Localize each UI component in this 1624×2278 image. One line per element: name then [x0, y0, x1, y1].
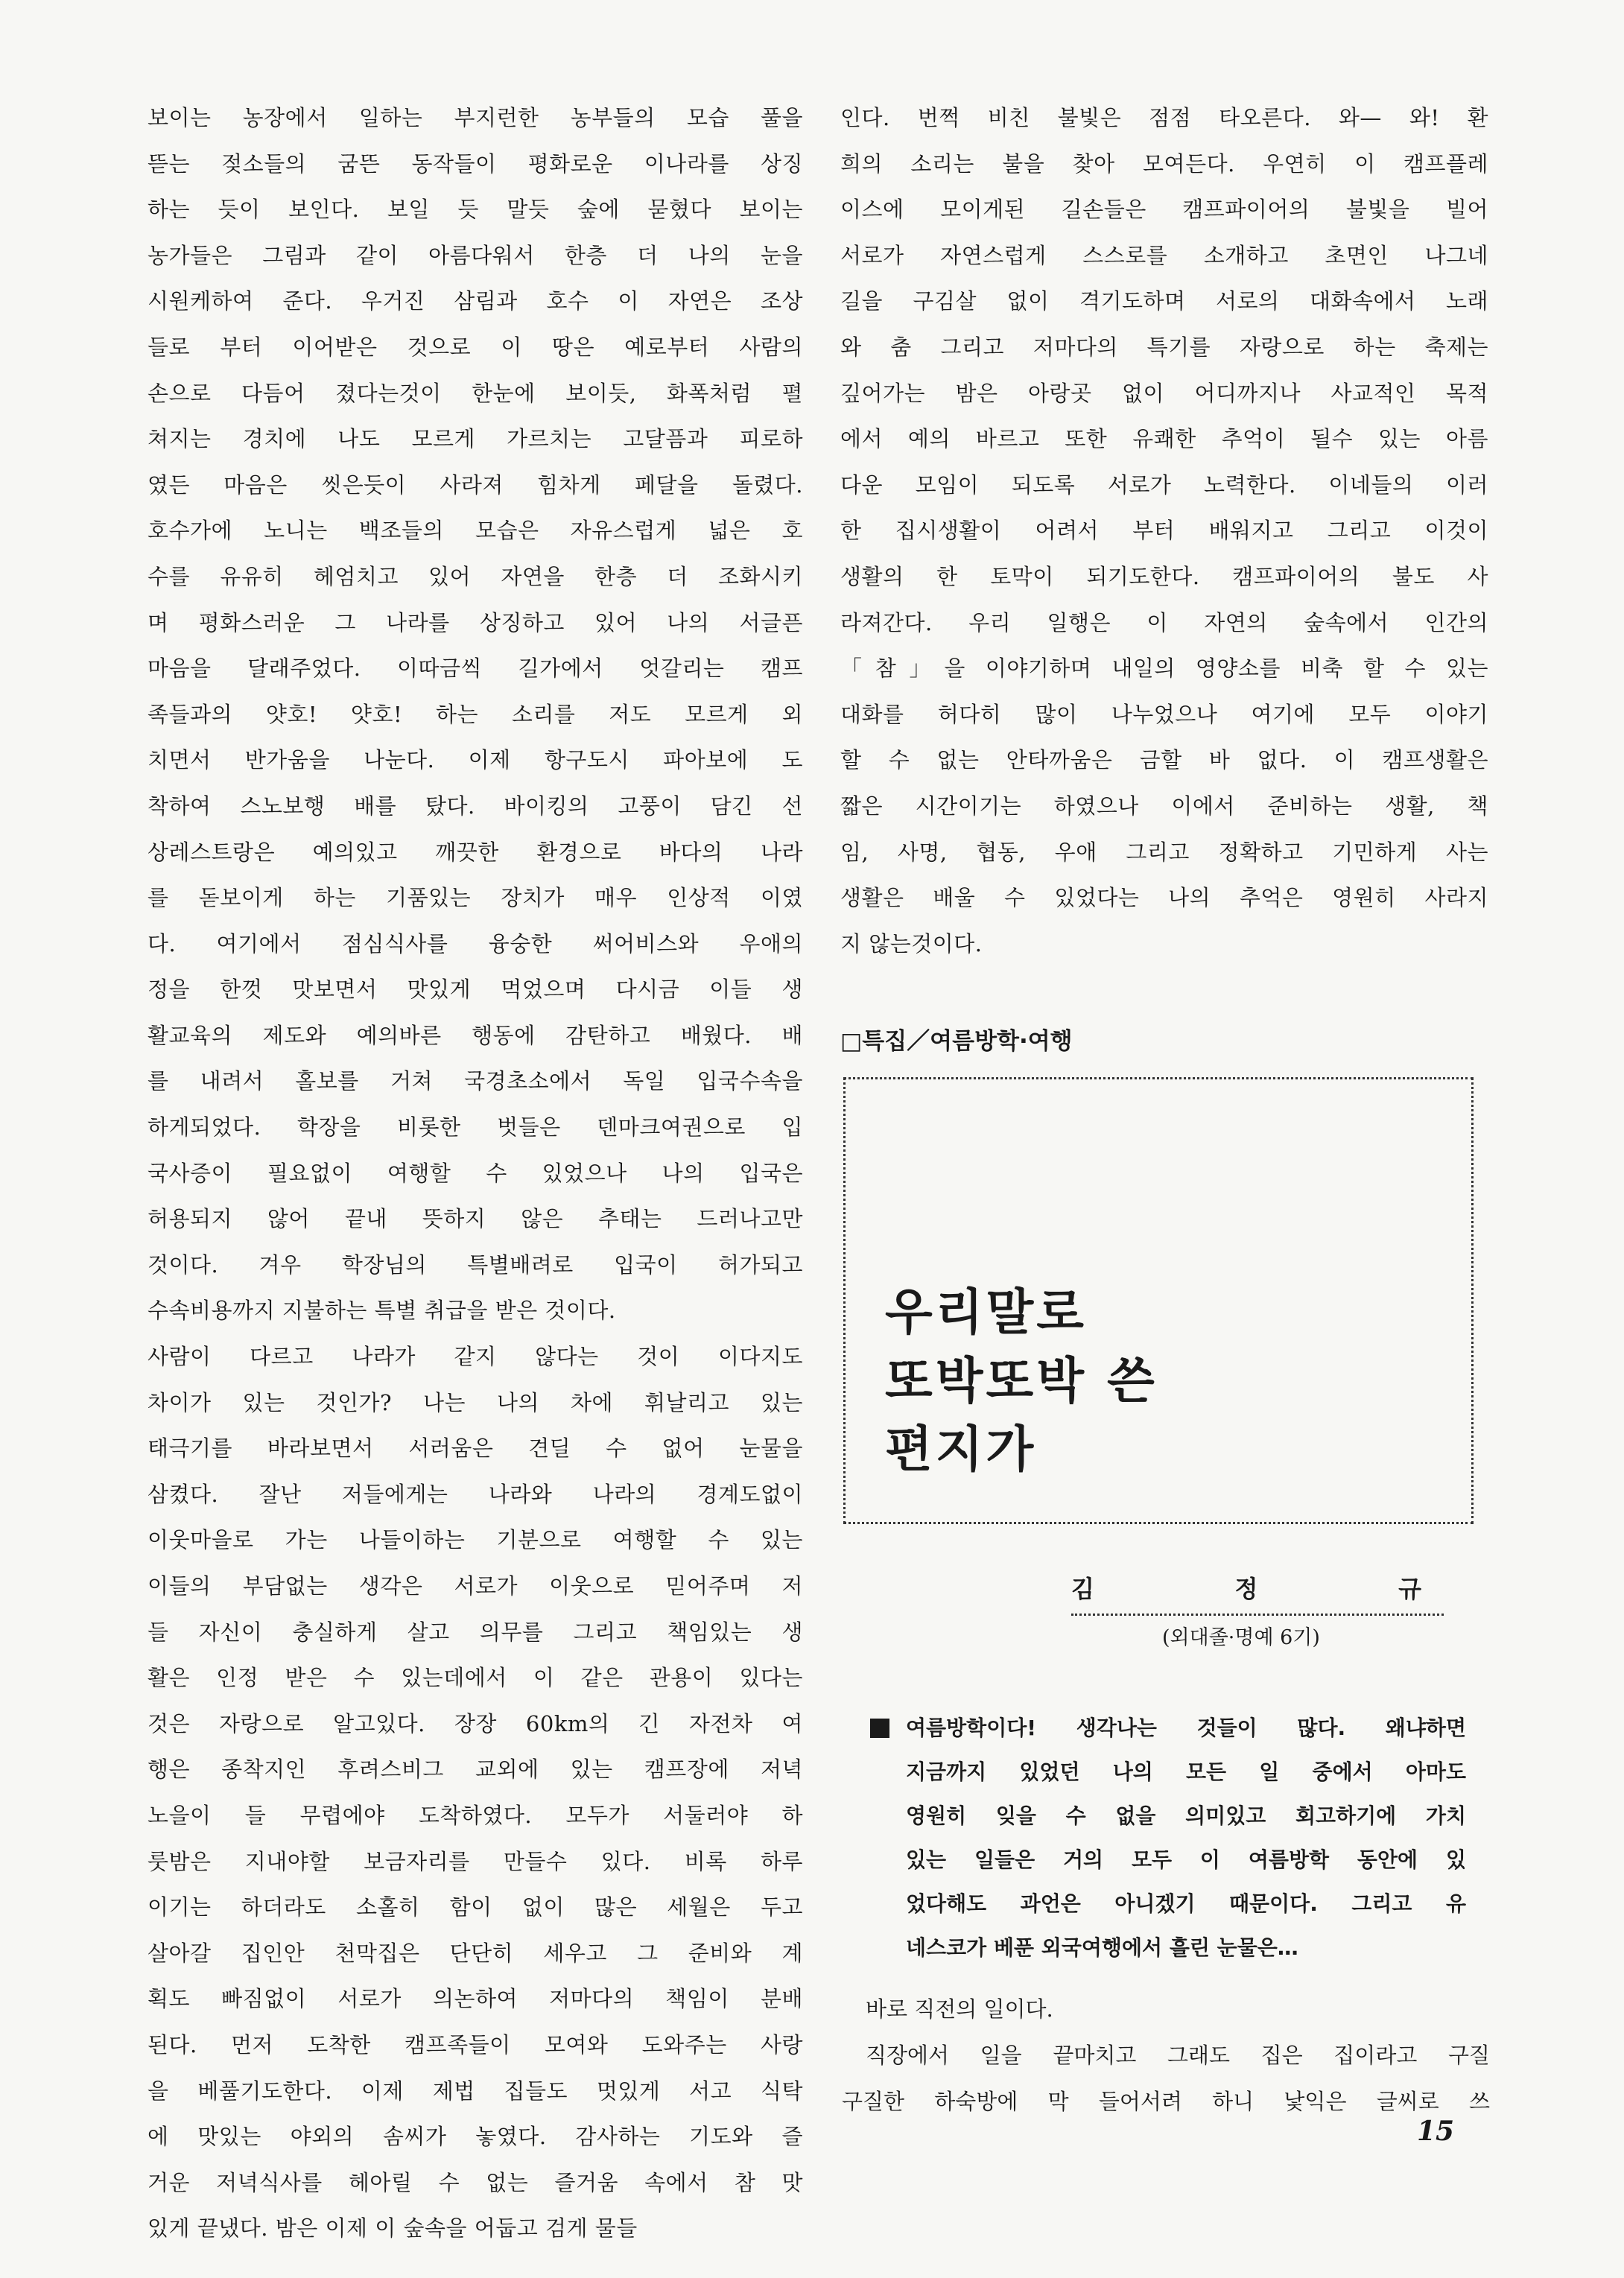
text-line: 것은 자랑으로 알고있다. 장장 60km의 긴 자전차 여	[148, 1710, 803, 1736]
text-line: 을 베풀기도한다. 이제 제법 집들도 멋있게 서고 식탁	[148, 2078, 803, 2104]
text-line: 다운 모임이 되도록 서로가 노력한다. 이네들의 이러	[840, 472, 1488, 498]
text-line: 이스에 모이게된 길손들은 캠프파이어의 불빛을 빌어	[840, 197, 1488, 223]
text-line: 시원케하여 준다. 우거진 삼림과 호수 이 자연은 조상	[148, 288, 803, 314]
text-line: 라져간다. 우리 일행은 이 자연의 숲속에서 인간의	[840, 609, 1488, 635]
text-line: 임, 사명, 협동, 우애 그리고 정확하고 기민하게 사는	[840, 839, 1488, 865]
title-line-1: 우리말로	[885, 1284, 1088, 1341]
text-line: 들로 부터 이어받은 것으로 이 땅은 예로부터 사람의	[148, 334, 803, 360]
text-line: 희의 소리는 불을 찾아 모여든다. 우연히 이 캠프플레	[840, 150, 1488, 177]
text-line: 였든 마음은 씻은듯이 사라져 힘차게 페달을 돌렸다.	[148, 472, 803, 498]
text-line: 서로가 자연스럽게 스스로를 소개하고 초면인 나그네	[840, 242, 1488, 268]
text-line: 길을 구김살 없이 격기도하며 서로의 대화속에서 노래	[840, 288, 1488, 314]
lead-paragraph	[870, 1706, 1466, 1970]
lead-line: 었다해도 과언은 아니겠기 때문이다. 그리고 유	[906, 1891, 1466, 1916]
text-line: 인다. 번쩍 비친 불빛은 점점 타오른다. 와— 와! 환	[840, 105, 1488, 130]
author-affiliation: (외대졸·명예 6기)	[1162, 1626, 1320, 1649]
text-line: 뜯는 젖소들의 굼뜬 동작들이 평화로운 이나라를 상징	[148, 150, 803, 177]
text-line: 사람이 다르고 나라가 같지 않다는 것이 이다지도	[148, 1344, 803, 1370]
text-line: 쳐지는 경치에 나도 모르게 가르치는 고달픔과 피로하	[148, 426, 803, 452]
text-line: 획도 빠짐없이 서로가 의논하여 저마다의 책임이 분배	[148, 1986, 803, 2012]
title-line-2: 또박또박 쓴	[885, 1352, 1158, 1409]
text-line: 정을 한껏 맛보면서 맛있게 먹었으며 다시금 이들 생	[148, 977, 803, 1003]
text-line: 를 내려서 홀보를 거쳐 국경초소에서 독일 입국수속을	[148, 1068, 803, 1094]
lead-line: 영원히 잊을 수 없을 의미있고 회고하기에 가치	[906, 1803, 1466, 1828]
author-char-1: 김	[1071, 1575, 1094, 1603]
text-line: 하는 듯이 보인다. 보일 듯 말듯 숲에 묻혔다 보이는	[148, 197, 803, 223]
text-line: 보이는 농장에서 일하는 부지런한 농부들의 모습 풀을	[148, 105, 803, 130]
text-line: 할 수 없는 안타까움은 금할 바 없다. 이 캠프생활은	[840, 747, 1488, 773]
text-line: 호수가에 노니는 백조들의 모습은 자유스럽게 넓은 호	[148, 518, 803, 544]
lead-line	[870, 1706, 1466, 1750]
article-title	[885, 1278, 1158, 1484]
text-line: 된다. 먼저 도착한 캠프족들이 모여와 도와주는 사랑	[148, 2031, 803, 2058]
page-number: 15	[1417, 2116, 1455, 2147]
text-line: 수속비용까지 지불하는 특별 취급을 받은 것이다.	[148, 1298, 616, 1324]
text-line: 노을이 들 무렵에야 도착하였다. 모두가 서둘러야 하	[148, 1802, 803, 1828]
section-label: □특집／여름방학·여행	[840, 1028, 1073, 1055]
text-line: 손으로 다듬어 졌다는것이 한눈에 보이듯, 화폭처럼 펼	[148, 380, 803, 406]
text-line: 활은 인정 받은 수 있는데에서 이 같은 관용이 있다는	[148, 1665, 803, 1691]
left-column	[148, 95, 803, 2252]
text-line: 태극기를 바라보면서 서러움은 견딜 수 없어 눈물을	[148, 1435, 803, 1462]
text-line: 행은 종착지인 후려스비그 교외에 있는 캠프장에 저녁	[148, 1757, 803, 1783]
lead-line: 있는 일들은 거의 모두 이 여름방학 동안에 있	[906, 1847, 1466, 1872]
text-line: 「참」을 이야기하며 내일의 영양소를 비축 할 수 있는	[840, 656, 1488, 682]
text-line: 와 춤 그리고 저마다의 특기를 자랑으로 하는 축제는	[840, 334, 1488, 360]
author-name	[1071, 1570, 1421, 1605]
text-line: 활교육의 제도와 예의바른 행동에 감탄하고 배웠다. 배	[148, 1022, 803, 1048]
author-char-2: 정	[1234, 1575, 1258, 1603]
text-line: 있게 끝냈다. 밤은 이제 이 숲속을 어둡고 검게 물들	[148, 2215, 638, 2241]
title-line-3: 편지가	[885, 1421, 1037, 1478]
text-line: 농가들은 그림과 같이 아름다워서 한층 더 나의 눈을	[148, 242, 803, 268]
author-char-3: 규	[1398, 1575, 1421, 1603]
text-line: 에 맛있는 야외의 솜씨가 놓였다. 감사하는 기도와 즐	[148, 2124, 803, 2150]
text-line: 바로 직전의 일이다.	[866, 1996, 1053, 2022]
text-line: 직장에서 일을 끝마치고 그래도 집은 집이라고 구질	[866, 2043, 1490, 2068]
text-line: 치면서 반가움을 나눈다. 이제 항구도시 파아보에 도	[148, 747, 803, 773]
text-line: 다. 여기에서 점심식사를 융숭한 써어비스와 우애의	[148, 930, 803, 956]
text-line: 허용되지 않어 끝내 뜻하지 않은 추태는 드러나고만	[148, 1206, 803, 1232]
text-line: 살아갈 집인안 천막집은 단단히 세우고 그 준비와 계	[148, 1940, 803, 1966]
text-line: 짧은 시간이기는 하였으나 이에서 준비하는 생활, 책	[840, 793, 1488, 819]
text-line: 거운 저녁식사를 헤아릴 수 없는 즐거움 속에서 참 맛	[148, 2169, 803, 2195]
text-line: 삼켰다. 잘난 저들에게는 나라와 나라의 경계도없이	[148, 1481, 803, 1507]
text-line: 것이다. 겨우 학장님의 특별배려로 입국이 허가되고	[148, 1251, 803, 1278]
text-line: 생활의 한 토막이 되기도한다. 캠프파이어의 불도 사	[840, 563, 1488, 589]
lead-line-text: 여름방학이다! 생각나는 것들이 많다. 왜냐하면	[906, 1716, 1466, 1740]
text-line: 차이가 있는 것인가? 나는 나의 차에 휘날리고 있는	[148, 1389, 803, 1415]
text-line: 를 돋보이게 하는 기품있는 장치가 매우 인상적 이였	[148, 885, 803, 911]
lead-line: 지금까지 있었던 나의 모든 일 중에서 아마도	[906, 1760, 1466, 1784]
text-line: 대화를 허다히 많이 나누었으나 여기에 모두 이야기	[840, 701, 1488, 727]
bullet-square-icon	[870, 1719, 889, 1738]
text-line: 구질한 하숙방에 막 들어서려 하니 낯익은 글씨로 쓰	[842, 2089, 1490, 2114]
text-line: 이기는 하더라도 소홀히 함이 없이 많은 세월은 두고	[148, 1894, 803, 1920]
text-line: 이웃마을로 가는 나들이하는 기분으로 여행할 수 있는	[148, 1527, 803, 1553]
text-line: 한 집시생활이 어려서 부터 배워지고 그리고 이것이	[840, 518, 1488, 544]
text-line: 며 평화스러운 그 나라를 상징하고 있어 나의 서글픈	[148, 609, 803, 635]
right-column-top	[840, 95, 1488, 967]
lead-line: 네스코가 베푼 외국여행에서 흘린 눈물은…	[906, 1935, 1298, 1960]
text-line: 하게되었다. 학장을 비롯한 벗들은 덴마크여권으로 입	[148, 1114, 803, 1140]
text-line: 에서 예의 바르고 또한 유쾌한 추억이 될수 있는 아름	[840, 426, 1488, 452]
text-line: 깊어가는 밤은 아랑곳 없이 어디까지나 사교적인 목적	[840, 380, 1488, 406]
text-line: 상레스트랑은 예의있고 깨끗한 환경으로 바다의 나라	[148, 839, 803, 865]
text-line: 룻밤은 지내야할 보금자리를 만들수 있다. 비록 하루	[148, 1848, 803, 1874]
text-line: 수를 유유히 헤엄치고 있어 자연을 한층 더 조화시키	[148, 563, 803, 589]
right-column-body	[842, 1986, 1490, 2125]
text-line: 국사증이 필요없이 여행할 수 있었으나 나의 입국은	[148, 1160, 803, 1186]
text-line: 족들과의 얏호! 얏호! 하는 소리를 저도 모르게 외	[148, 701, 803, 727]
author-divider	[1071, 1614, 1444, 1616]
text-line: 이들의 부담없는 생각은 서로가 이웃으로 믿어주며 저	[148, 1573, 803, 1599]
text-line: 착하여 스노보행 배를 탔다. 바이킹의 고풍이 담긴 선	[148, 793, 803, 819]
text-line: 지 않는것이다.	[840, 930, 983, 956]
text-line: 들 자신이 충실하게 살고 의무를 그리고 책임있는 생	[148, 1619, 803, 1645]
text-line: 생활은 배울 수 있었다는 나의 추억은 영원히 사라지	[840, 885, 1488, 911]
text-line: 마음을 달래주었다. 이따금씩 길가에서 엇갈리는 캠프	[148, 656, 803, 682]
